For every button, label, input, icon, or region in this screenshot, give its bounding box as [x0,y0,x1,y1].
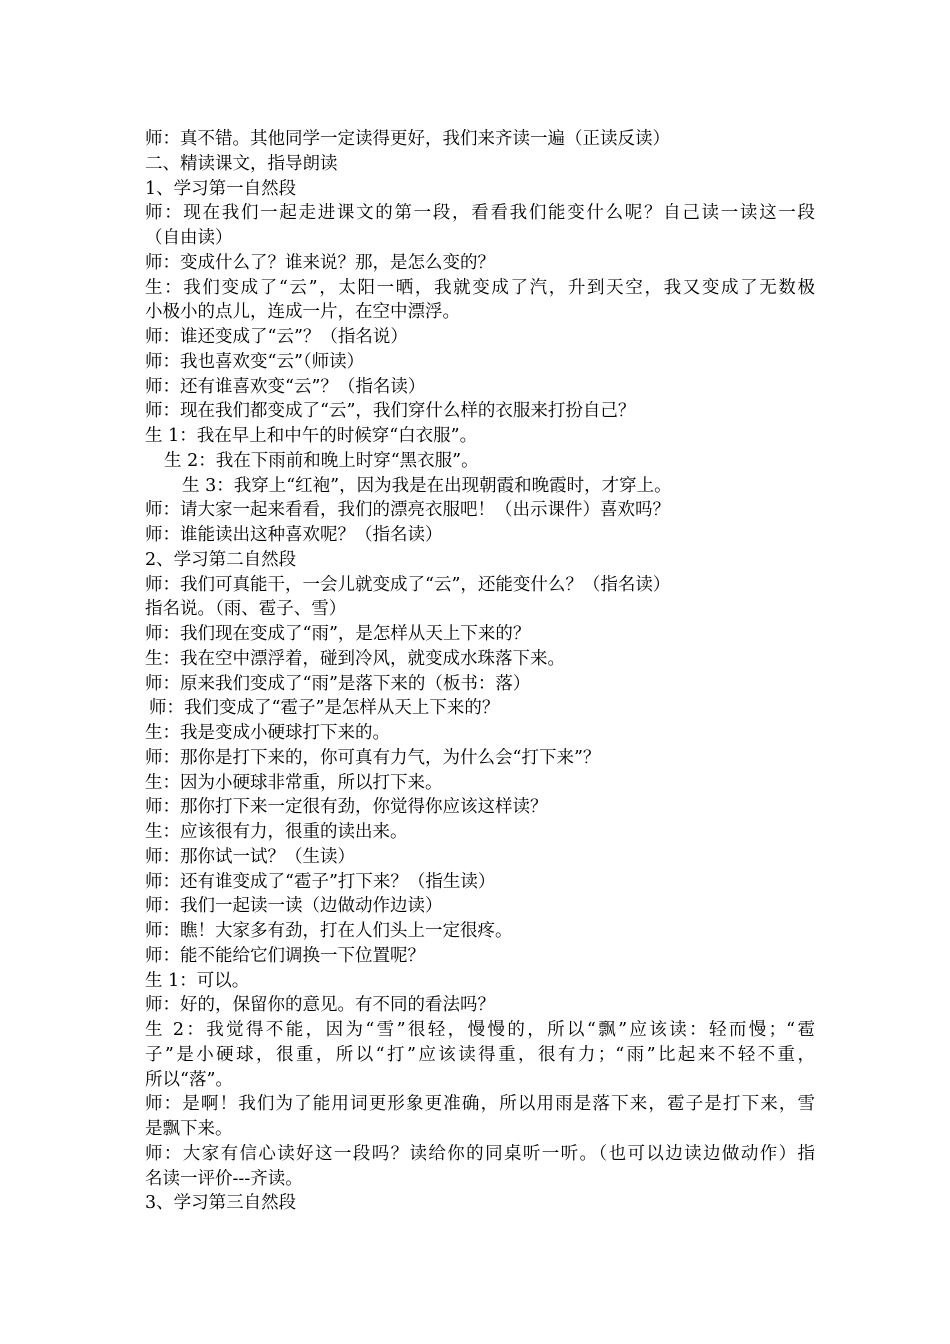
subsection-heading: 1、学习第一自然段 [145,179,297,199]
text-line: 师：大家有信心读好这一段吗？读给你的同桌听一听。（也可以边读边做动作）指 [145,1144,815,1164]
text-line: 师：变成什么了？谁来说？那，是怎么变的？ [145,253,495,273]
text-line: 师：还有谁变成了“雹子”打下来？（指生读） [145,872,496,892]
text-line: 师：我们变成了“雹子”是怎样从天上下来的？ [149,698,500,718]
text-line: 师：请大家一起来看看，我们的漂亮衣服吧！（出示课件）喜欢吗？ [145,500,670,520]
text-line: 师：现在我们都变成了“云”，我们穿什么样的衣服来打扮自己？ [145,401,636,421]
text-line: 生：我是变成小硬球打下来的。 [145,723,390,743]
text-line: 小极小的点儿，连成一片，在空中漂浮。 [145,302,460,322]
text-line: 生：因为小硬球非常重，所以打下来。 [145,773,443,793]
text-line: 生 2：我觉得不能，因为“雪”很轻，慢慢的，所以“飘”应该读：轻而慢；“雹 [145,1020,815,1040]
text-line: 师：能不能给它们调换一下位置呢？ [145,946,425,966]
subsection-heading: 2、学习第二自然段 [145,550,297,570]
text-line: 名读一评价---齐读。 [145,1169,303,1189]
text-line: 子”是小硬球，很重，所以“打”应该读得重，很有力；“雨”比起来不轻不重， [145,1045,815,1065]
text-line: 生：应该很有力，很重的读出来。 [145,822,408,842]
subsection-heading: 3、学习第三自然段 [145,1193,297,1213]
text-line: 师：那你打下来一定很有劲，你觉得你应该这样读？ [145,797,548,817]
text-line: 师：那你是打下来的，你可真有力气，为什么会“打下来”？ [145,748,601,768]
text-line: 所以“落”。 [145,1070,233,1090]
text-line: （自由读） [145,228,233,248]
text-line: 师：我也喜欢变“云”（师读） [145,352,365,372]
text-line: 师：真不错。其他同学一定读得更好，我们来齐读一遍（正读反读） [145,129,670,149]
text-line: 师：现在我们一起走进课文的第一段，看看我们能变什么呢？自己读一读这一段 [145,203,815,223]
text-line: 师：还有谁喜欢变“云”？（指名读） [145,377,426,397]
text-line: 师：我们一起读一读（边做动作边读） [145,896,443,916]
text-line: 师：谁能读出这种喜欢呢？（指名读） [145,525,443,545]
text-line: 师：我们可真能干，一会儿就变成了“云”，还能变什么？（指名读） [145,575,671,595]
text-line: 生：我在空中漂浮着，碰到冷风，就变成水珠落下来。 [145,649,565,669]
text-line: 师：好的，保留你的意见。有不同的看法吗？ [145,995,495,1015]
text-line: 生 1：我在早上和中午的时候穿“白衣服”。 [145,426,478,446]
text-line: 指名说。（雨、雹子、雪） [145,599,347,619]
text-line: 师：瞧！大家多有劲，打在人们头上一定很疼。 [145,921,513,941]
text-line: 师：是啊！我们为了能用词更形象更准确，所以用雨是落下来，雹子是打下来，雪 [145,1094,815,1114]
text-line: 师：谁还变成了“云”？（指名说） [145,327,408,347]
text-line: 生 2：我在下雨前和晚上时穿“黑衣服”。 [164,451,479,471]
section-heading: 二、精读课文，指导朗读 [145,154,338,174]
text-line: 生：我们变成了“云”，太阳一晒，我就变成了汽，升到天空，我又变成了无数极 [145,278,815,298]
text-line: 师：那你试一试？（生读） [145,847,355,867]
text-line: 师：原来我们变成了“雨”是落下来的（板书：落） [145,674,531,694]
text-line: 生 3：我穿上“红袍”，因为我是在出现朝霞和晚霞时，才穿上。 [182,476,672,496]
text-line: 是飘下来。 [145,1119,233,1139]
text-line: 生 1：可以。 [145,971,250,991]
text-line: 师：我们现在变成了“雨”，是怎样从天上下来的？ [145,624,531,644]
